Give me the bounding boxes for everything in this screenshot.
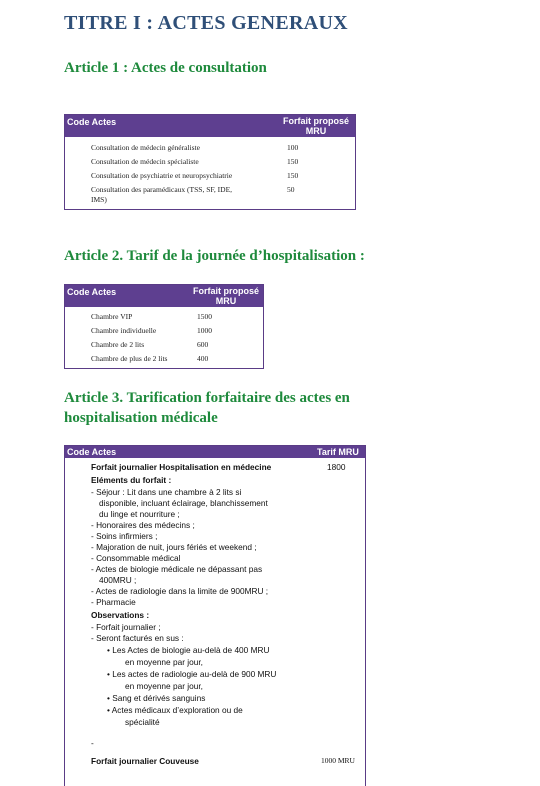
forfait-title: Forfait journalier Hospitalisation en médecine <box>91 462 272 472</box>
bullet-line: • Les actes de radiologie au-delà de 900 MRU <box>107 669 277 679</box>
col-code-actes: Code Actes <box>67 287 117 297</box>
row-value: 600 <box>197 340 209 349</box>
element-line: - Soins infirmiers ; <box>91 531 158 541</box>
row-label: Chambre individuelle <box>91 326 157 335</box>
col-tarif: Tarif MRU <box>317 447 359 457</box>
row-value: 150 <box>287 171 299 180</box>
table-row <box>91 157 199 166</box>
forfait-value: 1800 <box>327 462 346 472</box>
observation-line: - Seront facturés en sus : <box>91 633 184 643</box>
table-header <box>65 115 355 137</box>
table-row <box>91 185 232 194</box>
row-label: Chambre VIP <box>91 312 133 321</box>
couveuse-value: 1000 MRU <box>321 756 355 765</box>
row-value: 150 <box>287 157 299 166</box>
row-value: 1500 <box>197 312 212 321</box>
element-line: - Pharmacie <box>91 597 136 607</box>
table-row <box>91 326 156 335</box>
table-row <box>91 171 232 180</box>
col-forfait <box>187 286 265 306</box>
row-label: Consultation des paramédicaux (TSS, SF, IDE, <box>91 185 233 194</box>
observation-line: - Forfait journalier ; <box>91 622 161 632</box>
bullet-line: spécialité <box>125 717 160 727</box>
element-line: - Actes de radiologie dans la limite de 900MRU ; <box>91 586 269 596</box>
bullet-line: • Sang et dérivés sanguins <box>107 693 206 703</box>
element-line: 400MRU ; <box>99 575 137 585</box>
element-line: disponible, incluant éclairage, blanchissement <box>99 498 268 508</box>
elements-title: Eléments du forfait : <box>91 475 172 485</box>
element-line: - Honoraires des médecins ; <box>91 520 195 530</box>
col-forfait-line2: MRU <box>305 126 327 136</box>
row-label: Consultation de médecin généraliste <box>91 143 200 152</box>
hospitalisation-table <box>64 284 264 369</box>
bullet-line: • Les Actes de biologie au-delà de 400 MRU <box>107 645 270 655</box>
col-forfait <box>277 116 355 136</box>
row-label: Chambre de 2 lits <box>91 340 145 349</box>
table-row <box>91 354 167 363</box>
row-label: Consultation de médecin spécialiste <box>91 157 199 166</box>
article-3-heading <box>64 388 350 428</box>
col-forfait-line1: Forfait proposé <box>192 286 259 296</box>
couveuse-title: Forfait journalier Couveuse <box>91 756 199 766</box>
article-2-heading: Article 2. Tarif de la journée d’hospitalisation : <box>64 248 365 264</box>
page-title: TITRE I : ACTES GENERAUX <box>64 12 348 34</box>
observations-title: Observations : <box>91 610 150 620</box>
table-row <box>91 340 144 349</box>
row-label-cont: IMS) <box>91 195 107 204</box>
article-3-heading-line2: hospitalisation médicale <box>64 410 218 426</box>
table-row <box>91 312 132 321</box>
article-1-heading: Article 1 : Actes de consultation <box>64 60 267 76</box>
row-value: 1000 <box>197 326 212 335</box>
element-line: du linge et nourriture ; <box>99 509 180 519</box>
element-line: - Actes de biologie médicale ne dépassant pas <box>91 564 263 574</box>
row-label: Chambre de plus de 2 lits <box>91 354 168 363</box>
row-label: Consultation de psychiatrie et neuropsychiatrie <box>91 171 233 180</box>
tarification-table <box>64 445 366 786</box>
col-forfait-line1: Forfait proposé <box>282 116 349 126</box>
dash-marker: - <box>91 738 94 748</box>
bullet-line: en moyenne par jour, <box>125 681 203 691</box>
element-line: - Séjour : Lit dans une chambre à 2 lits si <box>91 487 242 497</box>
element-line: - Majoration de nuit, jours fériés et weekend ; <box>91 542 257 552</box>
table-row <box>91 143 200 152</box>
article-3-heading-line1: Article 3. Tarification forfaitaire des actes en <box>64 390 350 406</box>
bullet-line: en moyenne par jour, <box>125 657 203 667</box>
table-header <box>65 285 263 307</box>
row-value: 400 <box>197 354 209 363</box>
table-header <box>65 446 365 458</box>
element-line: - Consommable médical <box>91 553 181 563</box>
row-value: 50 <box>287 185 295 194</box>
row-value: 100 <box>287 143 299 152</box>
col-code-actes: Code Actes <box>67 447 117 457</box>
bullet-line: • Actes médicaux d’exploration ou de <box>107 705 243 715</box>
col-code-actes: Code Actes <box>67 117 117 127</box>
consultation-table <box>64 114 356 210</box>
col-forfait-line2: MRU <box>215 296 237 306</box>
